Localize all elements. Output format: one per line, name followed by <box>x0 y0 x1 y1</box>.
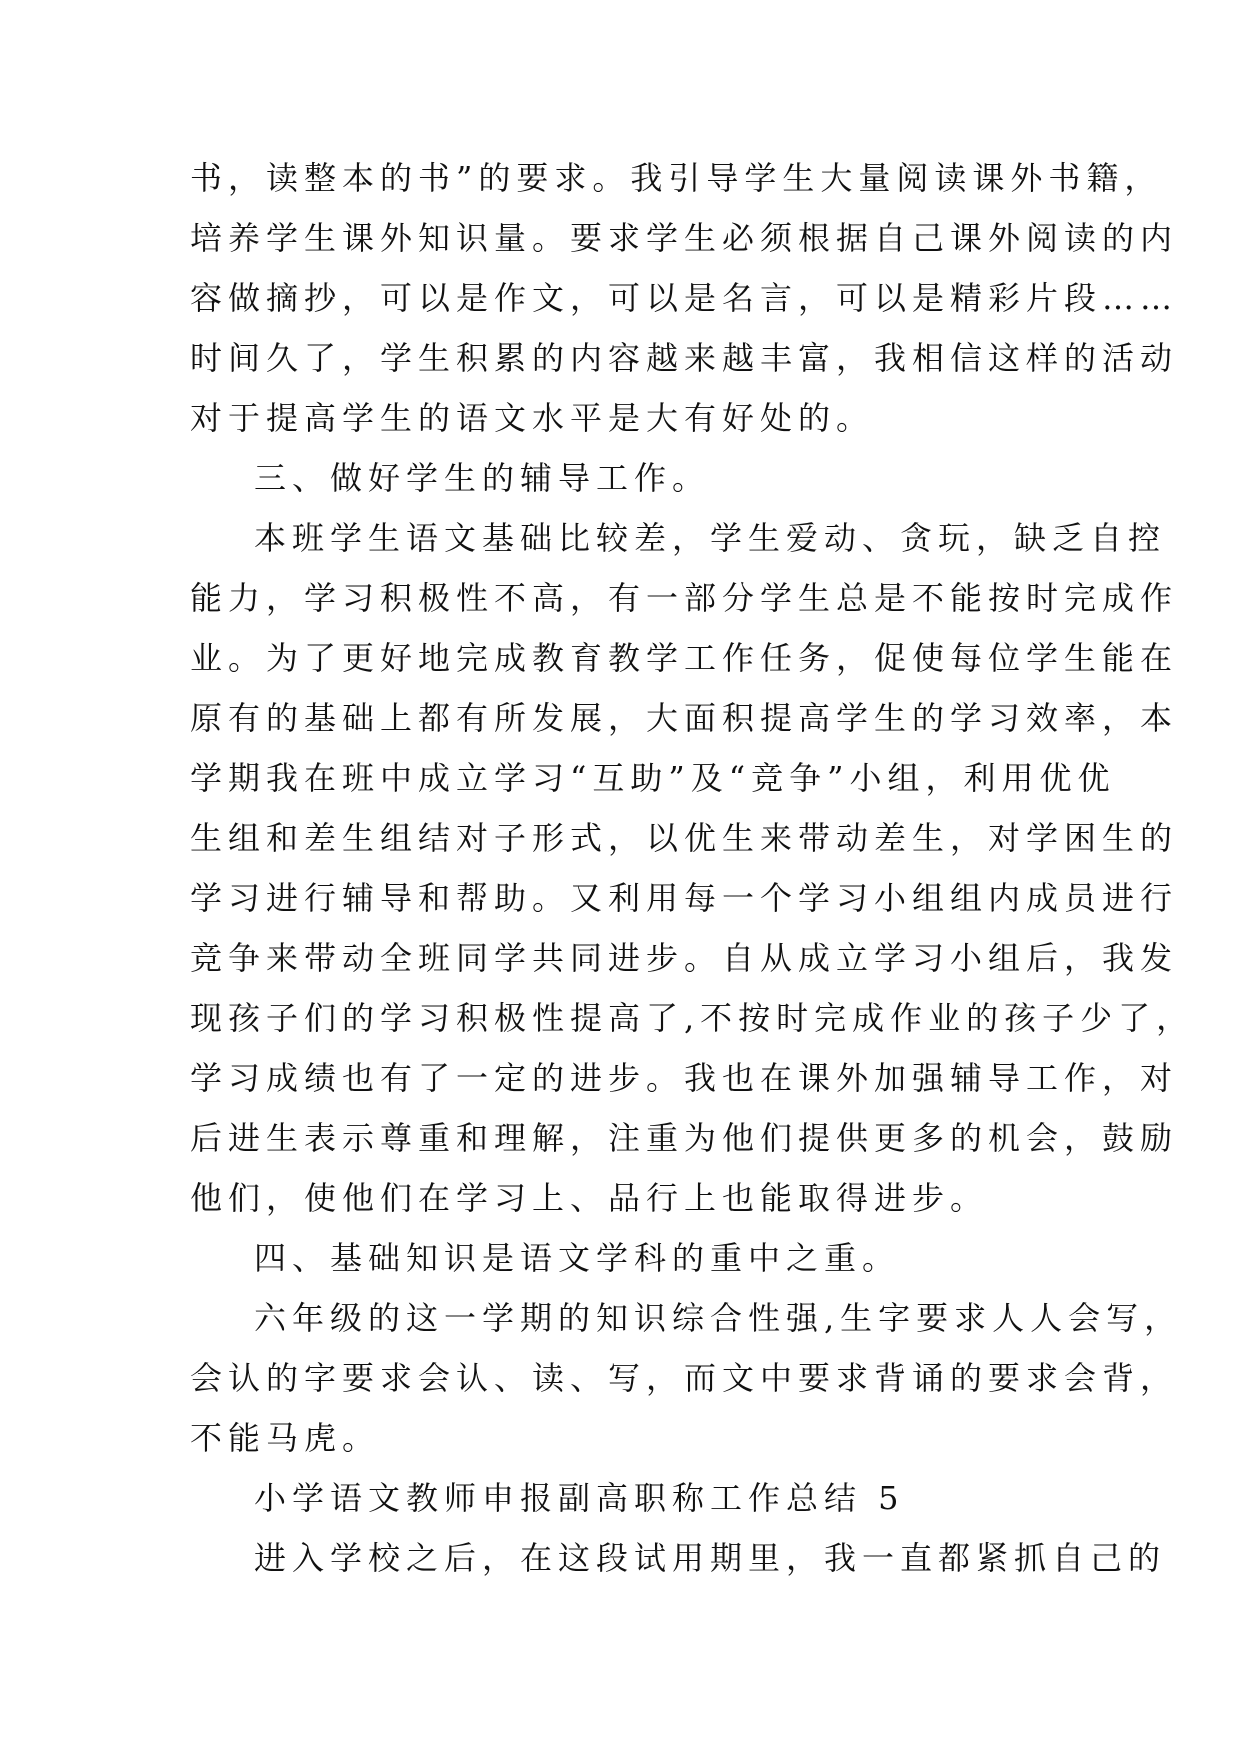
text-line: 后进生表示尊重和理解，注重为他们提供更多的机会，鼓励 <box>190 1119 1179 1157</box>
section-heading: 四、基础知识是语文学科的重中之重。 <box>254 1239 901 1277</box>
text-line: 容做摘抄，可以是作文，可以是名言，可以是精彩片段…… <box>190 279 1179 317</box>
article-title: 小学语文教师申报副高职称工作总结 5 <box>254 1479 905 1517</box>
text-line: 时间久了，学生积累的内容越来越丰富，我相信这样的活动 <box>190 339 1179 377</box>
text-line: 六年级的这一学期的知识综合性强,生字要求人人会写， <box>254 1299 1183 1337</box>
text-line: 书，读整本的书”的要求。我引导学生大量阅读课外书籍， <box>190 159 1163 197</box>
text-line: 学习成绩也有了一定的进步。我也在课外加强辅导工作，对 <box>190 1059 1179 1097</box>
text-line: 学期我在班中成立学习“互助”及“竞争”小组，利用优优 <box>190 759 1116 797</box>
text-line: 业。为了更好地完成教育教学工作任务，促使每位学生能在 <box>190 639 1179 677</box>
text-line: 能力，学习积极性不高，有一部分学生总是不能按时完成作 <box>190 579 1179 617</box>
text-line: 学习进行辅导和帮助。又利用每一个学习小组组内成员进行 <box>190 879 1179 917</box>
text-line: 培养学生课外知识量。要求学生必须根据自己课外阅读的内 <box>190 219 1179 257</box>
text-line: 会认的字要求会认、读、写，而文中要求背诵的要求会背， <box>190 1359 1179 1397</box>
text-line: 生组和差生组结对子形式，以优生来带动差生，对学困生的 <box>190 819 1179 857</box>
text-line: 现孩子们的学习积极性提高了,不按时完成作业的孩子少了， <box>190 999 1195 1037</box>
text-line: 对于提高学生的语文水平是大有好处的。 <box>190 399 875 437</box>
text-line: 竞争来带动全班同学共同进步。自从成立学习小组后，我发 <box>190 939 1179 977</box>
text-line: 他们，使他们在学习上、品行上也能取得进步。 <box>190 1179 989 1217</box>
text-line: 原有的基础上都有所发展，大面积提高学生的学习效率，本 <box>190 699 1179 737</box>
text-line: 本班学生语文基础比较差，学生爱动、贪玩，缺乏自控 <box>254 519 1167 557</box>
text-line: 进入学校之后，在这段试用期里，我一直都紧抓自己的 <box>254 1539 1167 1577</box>
document-page <box>190 148 1195 1588</box>
section-heading: 三、做好学生的辅导工作。 <box>254 459 711 497</box>
text-line: 不能马虎。 <box>190 1419 381 1457</box>
